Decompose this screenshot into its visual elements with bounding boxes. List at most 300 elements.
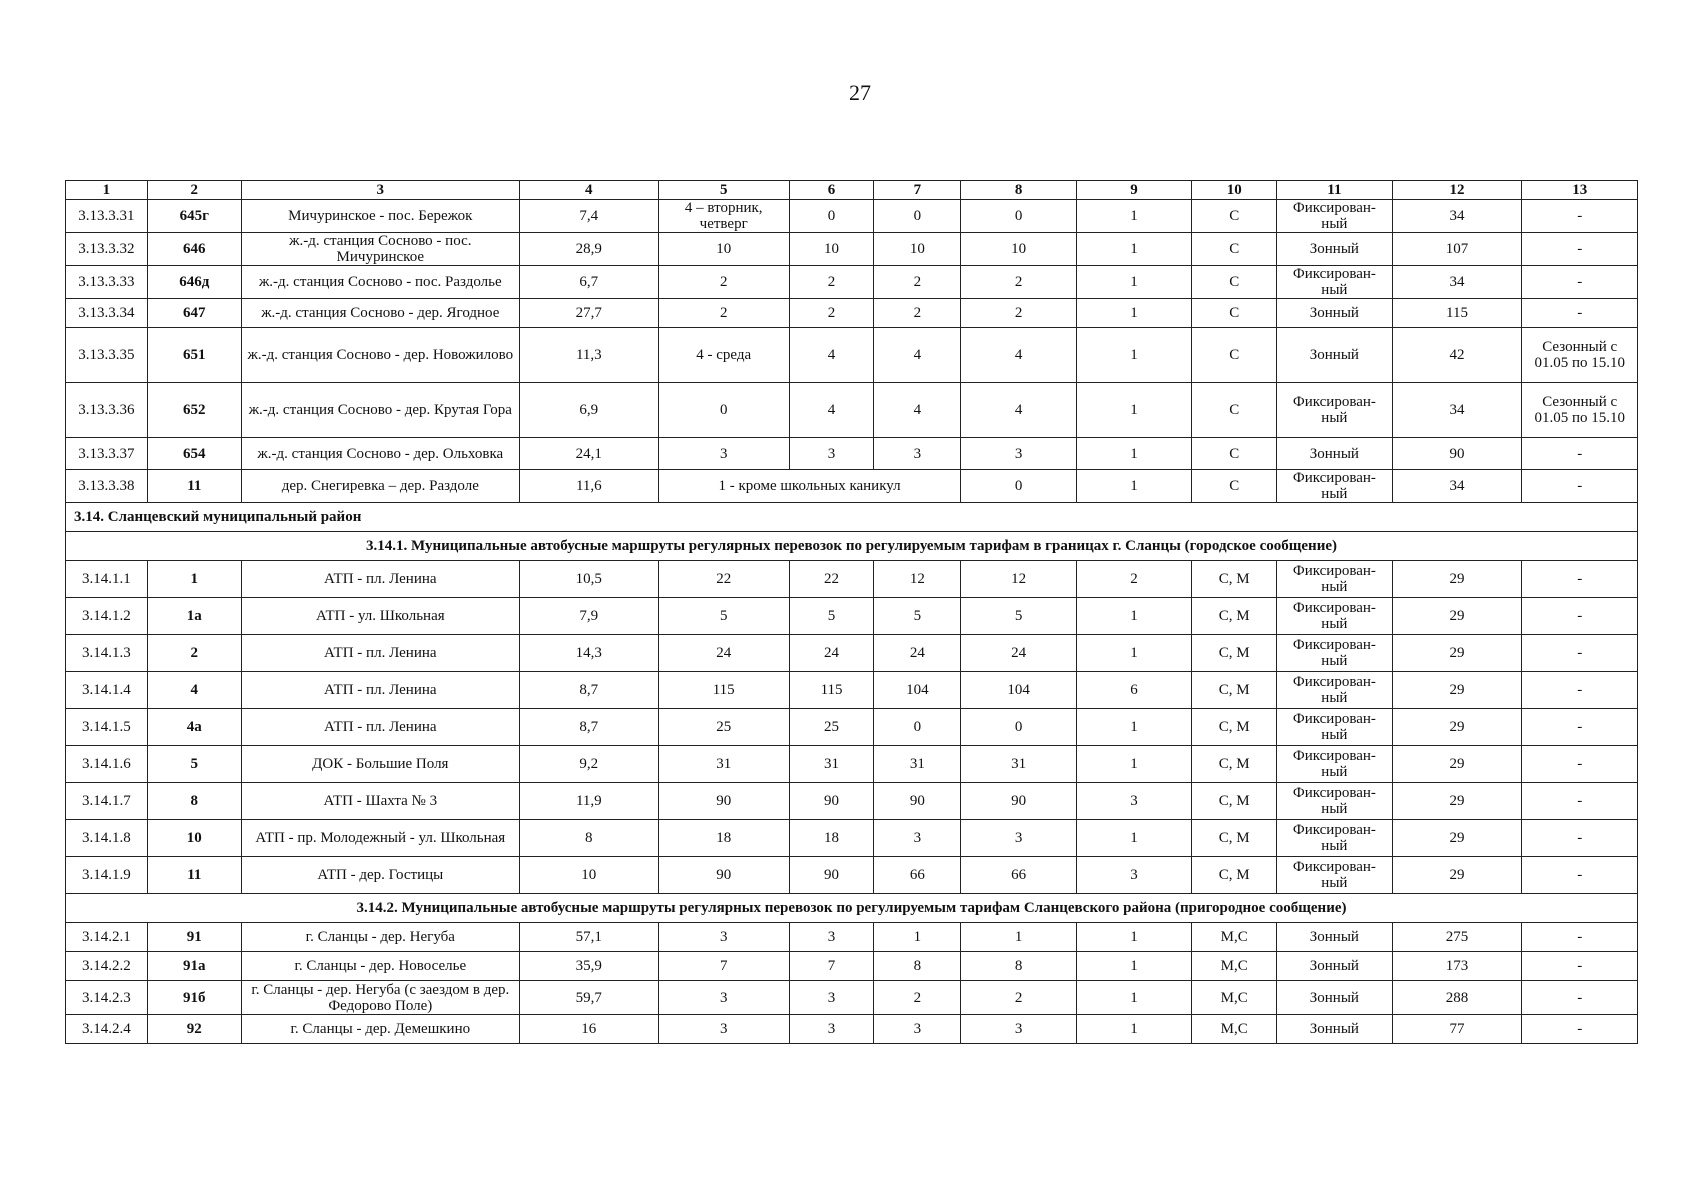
table-cell: 3.14.1.8: [66, 820, 148, 857]
section-row: [66, 532, 1638, 561]
table-cell: 11,3: [519, 328, 658, 383]
table-cell: 66: [874, 857, 961, 894]
table-cell: 14,3: [519, 635, 658, 672]
table-cell: -: [1522, 598, 1638, 635]
table-cell: 4: [961, 383, 1076, 438]
routes-table: [65, 180, 1638, 1044]
table-cell: 3: [961, 438, 1076, 470]
table-cell: Фиксирован-ный: [1277, 672, 1392, 709]
table-cell: 2: [658, 266, 789, 299]
table-row: [66, 438, 1638, 470]
table-cell: 115: [789, 672, 874, 709]
table-cell: 4: [147, 672, 241, 709]
table-cell: 22: [658, 561, 789, 598]
table-cell: 11,6: [519, 470, 658, 503]
table-cell: 173: [1392, 952, 1522, 981]
table-cell: Зонный: [1277, 981, 1392, 1015]
table-cell: С, М: [1192, 561, 1277, 598]
table-cell: Фиксирован-ный: [1277, 746, 1392, 783]
table-cell: 8,7: [519, 709, 658, 746]
table-cell: 288: [1392, 981, 1522, 1015]
table-cell: 34: [1392, 200, 1522, 233]
table-cell: 6,7: [519, 266, 658, 299]
table-cell: -: [1522, 981, 1638, 1015]
column-number: 2: [147, 181, 241, 200]
table-cell: 34: [1392, 383, 1522, 438]
table-cell: 10: [519, 857, 658, 894]
table-cell: 0: [961, 709, 1076, 746]
table-cell: 8: [147, 783, 241, 820]
table-cell: 3: [789, 1015, 874, 1044]
table-cell: 3.13.3.36: [66, 383, 148, 438]
table-cell: 1: [1076, 438, 1191, 470]
table-cell: 10: [789, 233, 874, 266]
table-cell: АТП - Шахта № 3: [241, 783, 519, 820]
table-cell: 3.14.2.1: [66, 923, 148, 952]
table-cell: 3.14.2.3: [66, 981, 148, 1015]
table-row: [66, 383, 1638, 438]
table-cell: 3.14.2.4: [66, 1015, 148, 1044]
table-cell: С, М: [1192, 746, 1277, 783]
table-cell: -: [1522, 746, 1638, 783]
table-cell: -: [1522, 635, 1638, 672]
table-cell: 6: [1076, 672, 1191, 709]
table-cell: 3.14.2.2: [66, 952, 148, 981]
table-cell: ж.-д. станция Сосново - пос. Раздолье: [241, 266, 519, 299]
table-cell: 2: [961, 266, 1076, 299]
table-cell: 29: [1392, 783, 1522, 820]
table-cell: 2: [1076, 561, 1191, 598]
table-cell: ж.-д. станция Сосново - дер. Новожилово: [241, 328, 519, 383]
table-cell: М,С: [1192, 981, 1277, 1015]
column-number: 5: [658, 181, 789, 200]
table-cell: ж.-д. станция Сосново - пос. Мичуринское: [241, 233, 519, 266]
table-cell: -: [1522, 857, 1638, 894]
table-cell: 10: [961, 233, 1076, 266]
table-cell: С, М: [1192, 672, 1277, 709]
section-heading: 3.14. Сланцевский муниципальный район: [66, 503, 1638, 532]
table-cell: -: [1522, 1015, 1638, 1044]
table-cell: 0: [961, 470, 1076, 503]
table-cell: С: [1192, 328, 1277, 383]
table-cell: 10,5: [519, 561, 658, 598]
table-cell: С, М: [1192, 709, 1277, 746]
table-cell: 1: [961, 923, 1076, 952]
table-cell: 90: [789, 857, 874, 894]
table-row: [66, 746, 1638, 783]
table-cell: 2: [658, 299, 789, 328]
table-cell: 0: [874, 200, 961, 233]
table-cell: 29: [1392, 709, 1522, 746]
table-cell: 4: [789, 383, 874, 438]
table-cell: 90: [1392, 438, 1522, 470]
table-cell: М,С: [1192, 952, 1277, 981]
table-row: [66, 709, 1638, 746]
table-cell: 3: [789, 923, 874, 952]
table-row: [66, 328, 1638, 383]
table-cell: 11: [147, 470, 241, 503]
table-cell: Сезонный с 01.05 по 15.10: [1522, 383, 1638, 438]
table-cell: 90: [789, 783, 874, 820]
table-cell: 66: [961, 857, 1076, 894]
table-cell: 3.14.1.2: [66, 598, 148, 635]
table-cell: 24: [874, 635, 961, 672]
table-cell: 10: [147, 820, 241, 857]
table-cell: Фиксирован-ный: [1277, 709, 1392, 746]
table-cell: 3: [874, 820, 961, 857]
table-cell: 18: [789, 820, 874, 857]
table-row: [66, 1015, 1638, 1044]
table-cell: 34: [1392, 470, 1522, 503]
table-cell: 4: [961, 328, 1076, 383]
table-cell: 29: [1392, 672, 1522, 709]
column-number: 13: [1522, 181, 1638, 200]
table-cell: Зонный: [1277, 233, 1392, 266]
table-cell: 8,7: [519, 672, 658, 709]
table-cell: 115: [658, 672, 789, 709]
table-cell: 3.14.1.7: [66, 783, 148, 820]
table-cell: Фиксирован-ный: [1277, 783, 1392, 820]
table-cell: 29: [1392, 561, 1522, 598]
table-cell: 90: [874, 783, 961, 820]
table-cell: 8: [874, 952, 961, 981]
table-cell: 1 - кроме школьных каникул: [658, 470, 961, 503]
table-row: [66, 200, 1638, 233]
table-cell: 24: [658, 635, 789, 672]
table-cell: М,С: [1192, 923, 1277, 952]
column-number: 8: [961, 181, 1076, 200]
table-cell: Фиксирован-ный: [1277, 383, 1392, 438]
table-cell: 1: [1076, 820, 1191, 857]
table-cell: С: [1192, 438, 1277, 470]
table-cell: 12: [961, 561, 1076, 598]
table-cell: М,С: [1192, 1015, 1277, 1044]
table-cell: 1: [1076, 746, 1191, 783]
table-cell: 104: [874, 672, 961, 709]
table-cell: АТП - пр. Молодежный - ул. Школьная: [241, 820, 519, 857]
table-cell: С, М: [1192, 598, 1277, 635]
table-cell: 3.13.3.35: [66, 328, 148, 383]
table-cell: Фиксирован-ный: [1277, 561, 1392, 598]
table-cell: 92: [147, 1015, 241, 1044]
table-row: [66, 561, 1638, 598]
table-cell: 3.13.3.37: [66, 438, 148, 470]
table-cell: 91б: [147, 981, 241, 1015]
table-row: [66, 857, 1638, 894]
table-cell: 29: [1392, 635, 1522, 672]
table-cell: 31: [658, 746, 789, 783]
table-cell: 3: [658, 981, 789, 1015]
column-number: 12: [1392, 181, 1522, 200]
table-cell: 29: [1392, 857, 1522, 894]
table-cell: 1: [1076, 1015, 1191, 1044]
table-cell: 25: [658, 709, 789, 746]
table-cell: -: [1522, 299, 1638, 328]
table-cell: С, М: [1192, 857, 1277, 894]
table-cell: 2: [961, 981, 1076, 1015]
table-cell: -: [1522, 470, 1638, 503]
table-cell: 3.14.1.5: [66, 709, 148, 746]
section-row: [66, 894, 1638, 923]
table-cell: 29: [1392, 598, 1522, 635]
table-cell: 4: [789, 328, 874, 383]
table-cell: 11: [147, 857, 241, 894]
table-cell: 1: [1076, 635, 1191, 672]
table-cell: 3: [961, 820, 1076, 857]
table-cell: АТП - дер. Гостицы: [241, 857, 519, 894]
table-cell: 1: [1076, 981, 1191, 1015]
column-number: 3: [241, 181, 519, 200]
table-cell: 3.13.3.31: [66, 200, 148, 233]
table-cell: -: [1522, 709, 1638, 746]
table-cell: 7,9: [519, 598, 658, 635]
table-cell: 646д: [147, 266, 241, 299]
table-cell: г. Сланцы - дер. Новоселье: [241, 952, 519, 981]
table-cell: 2: [874, 299, 961, 328]
table-cell: 29: [1392, 820, 1522, 857]
table-cell: 24: [961, 635, 1076, 672]
table-cell: 3.14.1.4: [66, 672, 148, 709]
table-cell: ж.-д. станция Сосново - дер. Крутая Гора: [241, 383, 519, 438]
table-cell: 0: [658, 383, 789, 438]
table-cell: 24,1: [519, 438, 658, 470]
table-cell: -: [1522, 672, 1638, 709]
table-cell: г. Сланцы - дер. Негуба: [241, 923, 519, 952]
table-cell: 24: [789, 635, 874, 672]
table-row: [66, 470, 1638, 503]
table-cell: 25: [789, 709, 874, 746]
table-cell: 654: [147, 438, 241, 470]
table-cell: 3.14.1.1: [66, 561, 148, 598]
table-cell: Фиксирован-ный: [1277, 470, 1392, 503]
table-cell: -: [1522, 438, 1638, 470]
table-cell: Мичуринское - пос. Бережок: [241, 200, 519, 233]
table-cell: 22: [789, 561, 874, 598]
table-cell: Фиксирован-ный: [1277, 598, 1392, 635]
table-cell: 35,9: [519, 952, 658, 981]
table-cell: 28,9: [519, 233, 658, 266]
table-cell: 1: [1076, 200, 1191, 233]
table-cell: 90: [658, 857, 789, 894]
header-row: [66, 181, 1638, 200]
table-row: [66, 820, 1638, 857]
table-cell: 2: [961, 299, 1076, 328]
table-cell: -: [1522, 923, 1638, 952]
table-row: [66, 299, 1638, 328]
table-cell: 3.14.1.6: [66, 746, 148, 783]
table-cell: 90: [961, 783, 1076, 820]
page-number: 27: [849, 80, 871, 105]
table-cell: 5: [658, 598, 789, 635]
section-heading: 3.14.2. Муниципальные автобусные маршруты регулярных перевозок по регулируемым тарифам Сланцевского района (пригородное сообщение): [66, 894, 1638, 923]
table-cell: 3: [1076, 857, 1191, 894]
table-cell: 1: [1076, 598, 1191, 635]
table-cell: 1: [1076, 923, 1191, 952]
column-number: 10: [1192, 181, 1277, 200]
table-cell: 3.14.1.9: [66, 857, 148, 894]
table-cell: -: [1522, 200, 1638, 233]
table-row: [66, 783, 1638, 820]
table-cell: С: [1192, 200, 1277, 233]
column-number: 6: [789, 181, 874, 200]
table-row: [66, 923, 1638, 952]
table-cell: 104: [961, 672, 1076, 709]
table-cell: 5: [789, 598, 874, 635]
table-cell: Сезонный с 01.05 по 15.10: [1522, 328, 1638, 383]
table-cell: 18: [658, 820, 789, 857]
table-cell: 1: [1076, 383, 1191, 438]
table-cell: -: [1522, 952, 1638, 981]
table-cell: 3: [874, 438, 961, 470]
table-cell: 42: [1392, 328, 1522, 383]
table-row: [66, 233, 1638, 266]
table-cell: Зонный: [1277, 438, 1392, 470]
table-cell: АТП - пл. Ленина: [241, 672, 519, 709]
table-cell: 4 - среда: [658, 328, 789, 383]
table-cell: ж.-д. станция Сосново - дер. Ягодное: [241, 299, 519, 328]
table-cell: 4а: [147, 709, 241, 746]
table-cell: Зонный: [1277, 328, 1392, 383]
table-cell: 31: [789, 746, 874, 783]
table-cell: 2: [789, 266, 874, 299]
column-number: 9: [1076, 181, 1191, 200]
table-cell: 11,9: [519, 783, 658, 820]
table-cell: 1: [147, 561, 241, 598]
table-cell: Фиксирован-ный: [1277, 820, 1392, 857]
table-cell: С, М: [1192, 635, 1277, 672]
table-cell: 31: [961, 746, 1076, 783]
table-cell: С: [1192, 233, 1277, 266]
table-cell: С, М: [1192, 820, 1277, 857]
table-cell: С: [1192, 383, 1277, 438]
table-cell: г. Сланцы - дер. Негуба (с заездом в дер. Федорово Поле): [241, 981, 519, 1015]
table-cell: 0: [789, 200, 874, 233]
table-row: [66, 981, 1638, 1015]
table-cell: 31: [874, 746, 961, 783]
table-cell: -: [1522, 266, 1638, 299]
table-cell: 27,7: [519, 299, 658, 328]
table-cell: 0: [961, 200, 1076, 233]
table-cell: дер. Снегиревка – дер. Раздоле: [241, 470, 519, 503]
table-cell: 57,1: [519, 923, 658, 952]
table-cell: 1а: [147, 598, 241, 635]
column-number: 4: [519, 181, 658, 200]
table-cell: 3.13.3.32: [66, 233, 148, 266]
table-cell: 1: [1076, 233, 1191, 266]
table-cell: 275: [1392, 923, 1522, 952]
table-cell: 4: [874, 328, 961, 383]
table-cell: С: [1192, 470, 1277, 503]
table-row: [66, 672, 1638, 709]
table-cell: 3: [658, 923, 789, 952]
table-cell: 2: [874, 266, 961, 299]
table-cell: 1: [1076, 709, 1191, 746]
table-cell: 3: [789, 981, 874, 1015]
table-cell: 3.13.3.38: [66, 470, 148, 503]
table-cell: АТП - ул. Школьная: [241, 598, 519, 635]
table-cell: 0: [874, 709, 961, 746]
table-cell: 34: [1392, 266, 1522, 299]
table-cell: 7: [789, 952, 874, 981]
table-cell: ДОК - Большие Поля: [241, 746, 519, 783]
table-cell: 91а: [147, 952, 241, 981]
table-cell: 5: [147, 746, 241, 783]
table-cell: 5: [961, 598, 1076, 635]
table-cell: 29: [1392, 746, 1522, 783]
table-cell: ж.-д. станция Сосново - дер. Ольховка: [241, 438, 519, 470]
table-row: [66, 952, 1638, 981]
column-number: 11: [1277, 181, 1392, 200]
table-cell: -: [1522, 233, 1638, 266]
table-cell: 4 – вторник, четверг: [658, 200, 789, 233]
table-cell: Фиксирован-ный: [1277, 200, 1392, 233]
table-cell: 10: [658, 233, 789, 266]
table-cell: 7: [658, 952, 789, 981]
table-cell: 1: [1076, 328, 1191, 383]
table-cell: 4: [874, 383, 961, 438]
table-cell: 3.13.3.34: [66, 299, 148, 328]
table-cell: -: [1522, 561, 1638, 598]
table-cell: Зонный: [1277, 923, 1392, 952]
table-cell: г. Сланцы - дер. Демешкино: [241, 1015, 519, 1044]
table-cell: 59,7: [519, 981, 658, 1015]
table-cell: 91: [147, 923, 241, 952]
table-cell: 3: [1076, 783, 1191, 820]
table-cell: Зонный: [1277, 1015, 1392, 1044]
table-cell: 1: [1076, 470, 1191, 503]
table-row: [66, 266, 1638, 299]
section-row: [66, 503, 1638, 532]
table-cell: 646: [147, 233, 241, 266]
table-cell: 651: [147, 328, 241, 383]
table-cell: Фиксирован-ный: [1277, 857, 1392, 894]
table-cell: 2: [789, 299, 874, 328]
table-cell: 1: [874, 923, 961, 952]
table-cell: АТП - пл. Ленина: [241, 635, 519, 672]
table-cell: 12: [874, 561, 961, 598]
table-cell: 77: [1392, 1015, 1522, 1044]
table-cell: 115: [1392, 299, 1522, 328]
table-cell: 3: [961, 1015, 1076, 1044]
table-cell: 16: [519, 1015, 658, 1044]
table-cell: -: [1522, 820, 1638, 857]
table-cell: 8: [519, 820, 658, 857]
table-cell: АТП - пл. Ленина: [241, 561, 519, 598]
table-cell: 1: [1076, 266, 1191, 299]
table-cell: 8: [961, 952, 1076, 981]
table-cell: -: [1522, 783, 1638, 820]
column-number: 7: [874, 181, 961, 200]
table-cell: 7,4: [519, 200, 658, 233]
section-heading: 3.14.1. Муниципальные автобусные маршруты регулярных перевозок по регулируемым тарифам в границах г. Сланцы (городское сообщение): [66, 532, 1638, 561]
table-cell: Зонный: [1277, 952, 1392, 981]
table-cell: 3: [658, 438, 789, 470]
table-cell: 90: [658, 783, 789, 820]
table-cell: 647: [147, 299, 241, 328]
table-row: [66, 598, 1638, 635]
table-cell: 10: [874, 233, 961, 266]
table-cell: 3.14.1.3: [66, 635, 148, 672]
table-cell: 1: [1076, 952, 1191, 981]
column-number: 1: [66, 181, 148, 200]
table-cell: 652: [147, 383, 241, 438]
table-cell: 2: [874, 981, 961, 1015]
table-cell: 3.13.3.33: [66, 266, 148, 299]
table-cell: 3: [658, 1015, 789, 1044]
table-cell: Фиксирован-ный: [1277, 635, 1392, 672]
table-cell: С: [1192, 299, 1277, 328]
table-cell: 2: [147, 635, 241, 672]
